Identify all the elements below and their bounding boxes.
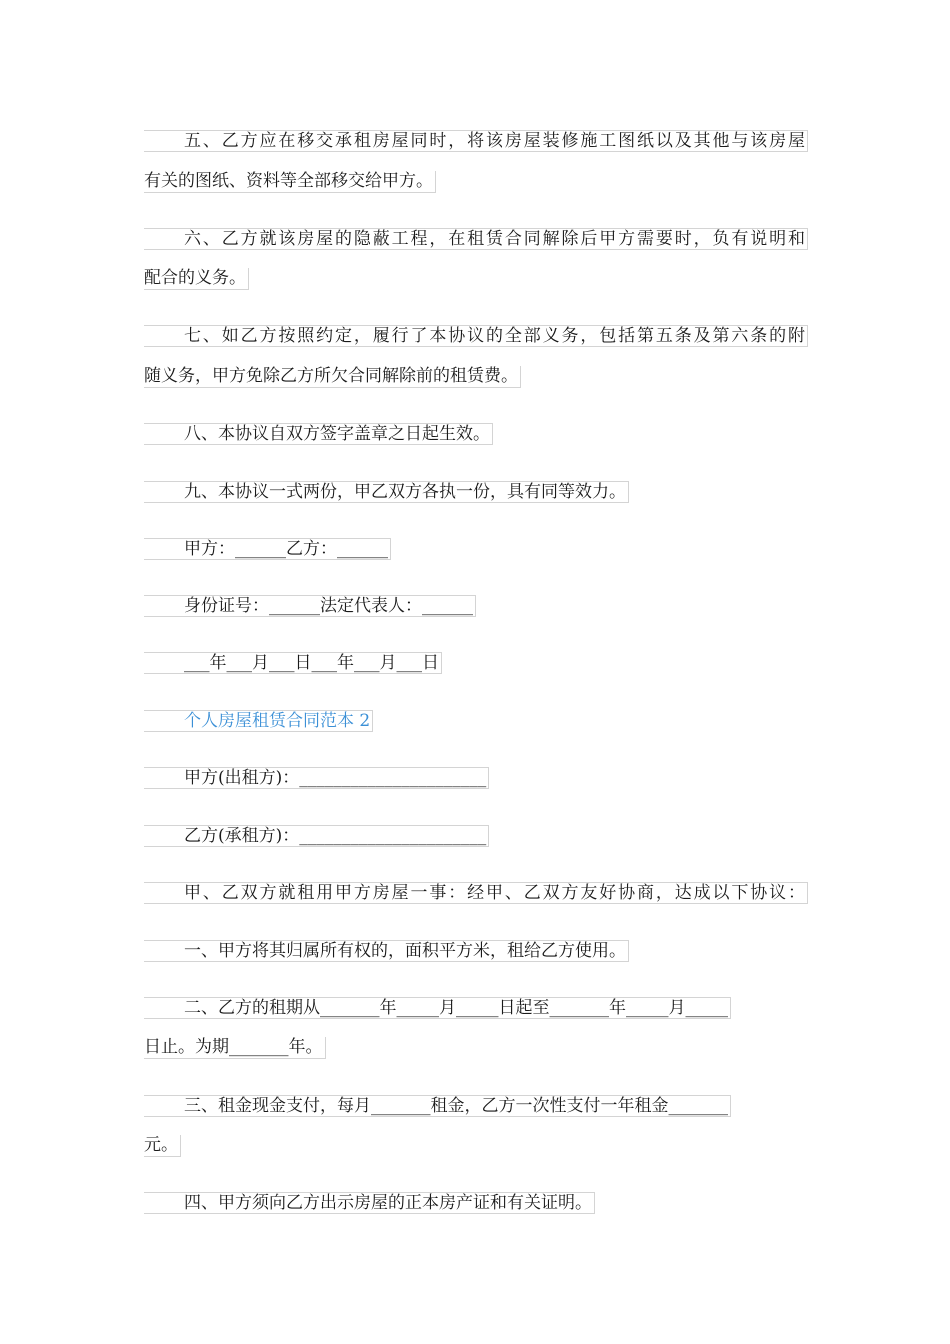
signature-parties: 甲方：______乙方：______ <box>144 538 391 560</box>
section-2-clause-1: 一、甲方将其归属所有权的，面积平方米，租给乙方使用。 <box>144 940 629 962</box>
clause-9: 九、本协议一式两份，甲乙双方各执一份，具有同等效力。 <box>144 481 629 503</box>
section-2-title-link[interactable]: 个人房屋租赁合同范本 2 <box>144 710 373 732</box>
section-2-clause-2-line-1: 二、乙方的租期从_______年_____月_____日起至_______年_____月_____ <box>144 997 731 1019</box>
section-2-clause-3-line-1: 三、租金现金支付，每月_______租金，乙方一次性支付一年租金_______ <box>144 1095 731 1117</box>
clause-6-line-2: 配合的义务。 <box>144 268 249 290</box>
clause-6-line-1: 六、乙方就该房屋的隐蔽工程，在租赁合同解除后甲方需要时，负有说明和 <box>144 228 808 250</box>
section-2-clause-4: 四、甲方须向乙方出示房屋的正本房产证和有关证明。 <box>144 1192 595 1214</box>
clause-5-line-1: 五、乙方应在移交承租房屋同时，将该房屋装修施工图纸以及其他与该房屋 <box>144 130 808 152</box>
clause-7-line-1: 七、如乙方按照约定，履行了本协议的全部义务，包括第五条及第六条的附 <box>144 325 808 347</box>
clause-7-line-2: 随义务，甲方免除乙方所欠合同解除前的租赁费。 <box>144 366 521 388</box>
signature-dates: ___年___月___日___年___月___日 <box>144 652 442 674</box>
signature-id-numbers: 身份证号：______法定代表人：______ <box>144 595 476 617</box>
party-b-field: 乙方(承租方)：______________________ <box>144 825 489 847</box>
party-a-field: 甲方(出租方)：______________________ <box>144 767 489 789</box>
section-2-clause-3-line-2: 元。 <box>144 1135 181 1157</box>
clause-5-line-2: 有关的图纸、资料等全部移交给甲方。 <box>144 171 436 193</box>
agreement-intro: 甲、乙双方就租用甲方房屋一事：经甲、乙双方友好协商，达成以下协议： <box>144 882 808 904</box>
section-2-clause-2-line-2: 日止。为期_______年。 <box>144 1037 326 1059</box>
clause-8: 八、本协议自双方签字盖章之日起生效。 <box>144 423 493 445</box>
